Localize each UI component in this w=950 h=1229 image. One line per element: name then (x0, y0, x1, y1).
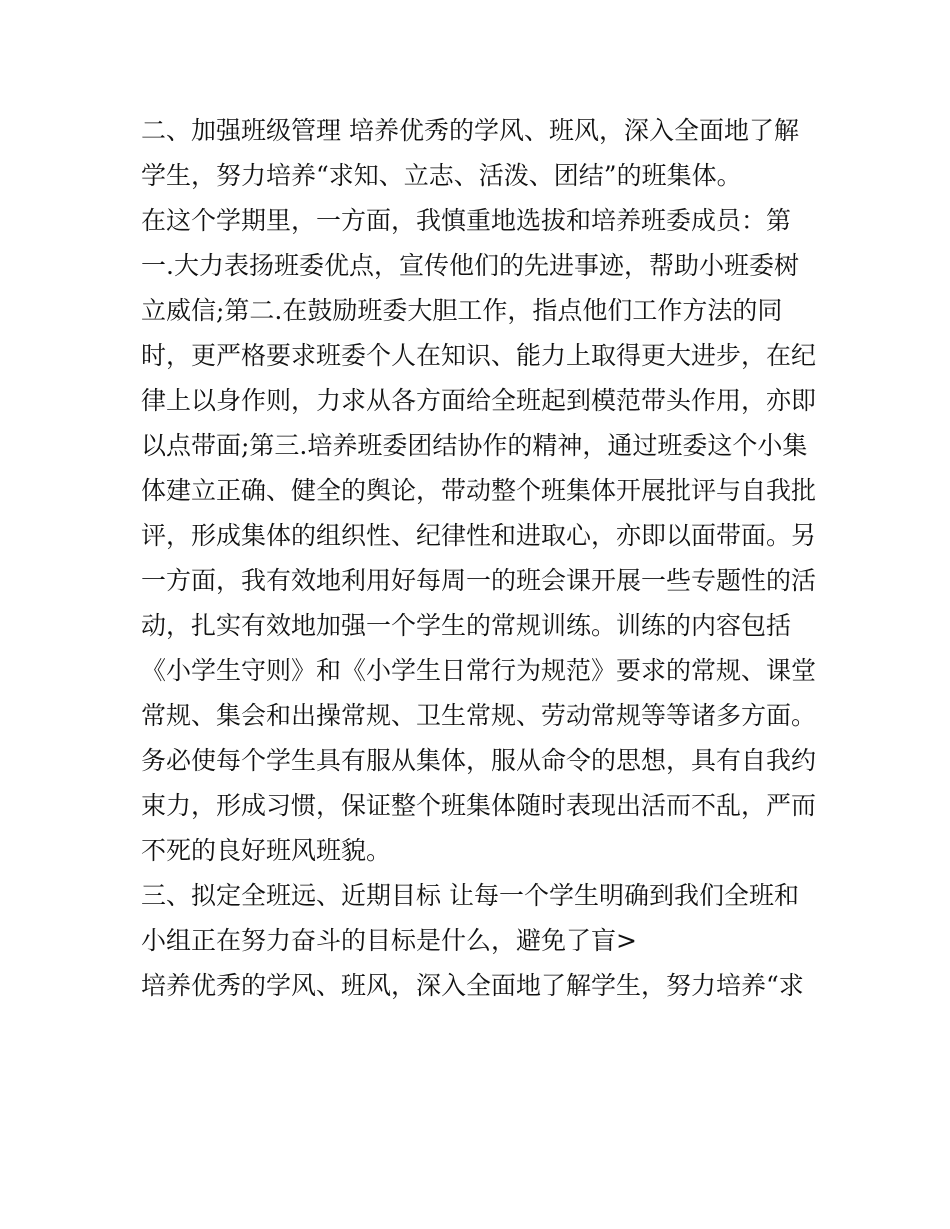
text-line-2: 学生，努力培养“求知、立志、活泼、团结”的班集体。 (141, 161, 742, 190)
text-line-14: 常规、集会和出操常规、卫生常规、劳动常规等等诸多方面。 (141, 701, 817, 730)
text-line-4: 一.大力表扬班委优点，宣传他们的先进事迹，帮助小班委树 (141, 251, 799, 280)
text-line-10: 评，形成集体的组织性、纪律性和进取心，亦即以面带面。另 (141, 521, 817, 550)
text-line-17: 不死的良好班风班貌。 (141, 836, 392, 865)
text-line-15: 务必使每个学生具有服从集体，服从命令的思想，具有自我约 (141, 746, 817, 775)
text-line-1: 二、加强班级管理 培养优秀的学风、班风，深入全面地了解 (141, 116, 799, 145)
text-line-12: 动，扎实有效地加强一个学生的常规训练。训练的内容包括 (141, 611, 792, 640)
text-line-11: 一方面，我有效地利用好每周一的班会课开展一些专题性的活 (141, 566, 817, 595)
text-line-13: 《小学生守则》和《小学生日常行为规范》要求的常规、课堂 (141, 656, 817, 685)
text-line-9: 体建立正确、健全的舆论，带动整个班集体开展批评与自我批 (141, 476, 817, 505)
text-line-5: 立威信;第二.在鼓励班委大胆工作，指点他们工作方法的同 (141, 296, 783, 325)
document-body (141, 108, 821, 1008)
text-line-3: 在这个学期里，一方面，我慎重地选拔和培养班委成员：第 (141, 206, 792, 235)
text-line-16: 束力，形成习惯，保证整个班集体随时表现出活而不乱，严而 (141, 791, 817, 820)
text-line-20: 培养优秀的学风、班风，深入全面地了解学生，努力培养“求 (141, 971, 804, 1000)
text-line-6: 时，更严格要求班委个人在知识、能力上取得更大进步，在纪 (141, 341, 817, 370)
text-line-8: 以点带面;第三.培养班委团结协作的精神，通过班委这个小集 (141, 431, 808, 460)
text-line-19: 小组正在努力奋斗的目标是什么，避免了盲> (141, 926, 637, 955)
text-line-18: 三、拟定全班远、近期目标 让每一个学生明确到我们全班和 (141, 881, 799, 910)
text-line-7: 律上以身作则，力求从各方面给全班起到模范带头作用，亦即 (141, 386, 817, 415)
